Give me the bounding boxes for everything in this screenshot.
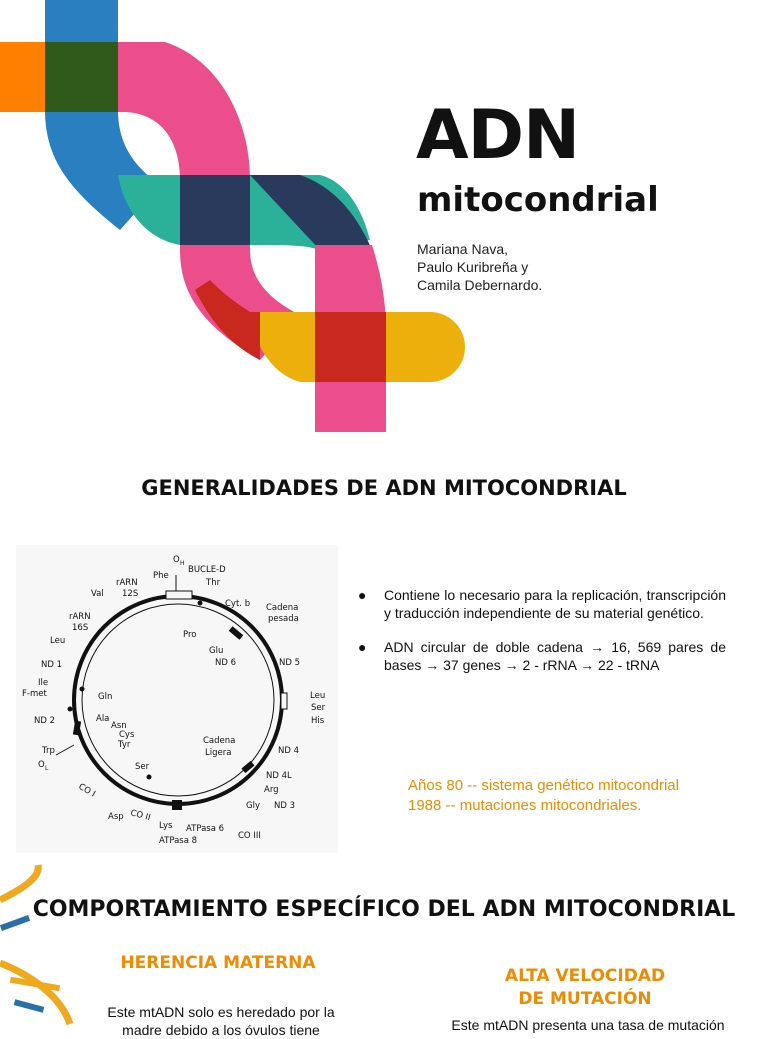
pro-dot xyxy=(198,601,203,606)
bullet-icon: ● xyxy=(358,639,367,655)
label-nd6: ND 6 xyxy=(215,658,237,668)
behavior-slide xyxy=(0,865,768,1038)
red-overlap-right xyxy=(315,312,386,382)
label-fmet: F-met xyxy=(22,689,47,699)
label-co3: CO III xyxy=(238,831,261,841)
dna-helix-graphic xyxy=(0,0,470,440)
timeline-notes xyxy=(408,776,679,816)
label-bucle: BUCLE-D xyxy=(188,565,226,575)
authors xyxy=(417,240,542,294)
maternal-body xyxy=(96,1003,346,1039)
bullet-icon: ● xyxy=(358,587,367,603)
atpasa-marker xyxy=(172,800,182,810)
label-trp: Trp xyxy=(42,746,55,756)
ol-arrow xyxy=(56,745,74,755)
mutation-heading xyxy=(470,965,700,1011)
d-loop-marker xyxy=(166,591,192,599)
mutation-heading-line: DE MUTACIÓN xyxy=(518,989,652,1009)
dna-strand-graphic xyxy=(0,865,90,1024)
maternal-body-line: madre debido a los óvulos tiene xyxy=(122,1022,320,1038)
label-ile: Ile xyxy=(38,678,49,688)
slide-title: ADN xyxy=(416,96,579,175)
label-atpasa6: ATPasa 6 xyxy=(186,824,225,834)
label-arg: Arg xyxy=(264,785,279,795)
helix-strand-bottom xyxy=(0,963,70,1024)
base-pair-blue-2 xyxy=(14,999,45,1013)
mutation-body xyxy=(438,1016,738,1034)
label-cytb: Cyt. b xyxy=(225,599,251,609)
label-nd3: ND 3 xyxy=(274,801,296,811)
section-title: COMPORTAMIENTO ESPECÍFICO DEL ADN MITOCONDRIAL xyxy=(32,897,736,922)
fact-text: ADN circular de doble cadena → 16, 569 pares de bases → 37 genes → 2 - rRNA → 22 - tRNA xyxy=(384,639,726,673)
label-cadena-ligera-b: Ligera xyxy=(205,748,232,758)
maternal-heading: HERENCIA MATERNA xyxy=(120,953,316,973)
label-tyr: Tyr xyxy=(118,740,131,750)
navy-overlap xyxy=(180,175,250,245)
gln-dot xyxy=(80,687,85,692)
label-glu: Glu xyxy=(209,646,224,656)
label-lys: Lys xyxy=(159,821,173,831)
label-co1: CO I xyxy=(76,781,97,800)
mutation-body-line: Este mtADN presenta una tasa de mutación xyxy=(451,1017,725,1033)
mtdna-map-svg xyxy=(16,545,338,853)
label-ala: Ala xyxy=(96,714,110,724)
label-asp: Asp xyxy=(108,812,124,822)
mtdna-map-diagram xyxy=(16,545,338,853)
ser-dot xyxy=(147,775,152,780)
label-phe: Phe xyxy=(153,571,169,581)
ile-dot xyxy=(68,707,73,712)
mutation-heading-line: ALTA VELOCIDAD xyxy=(504,966,666,986)
label-ser: Ser xyxy=(135,762,150,772)
label-oh-sub: H xyxy=(180,560,185,567)
label-rarn12a: rARN xyxy=(116,578,138,588)
fact-item xyxy=(356,638,726,674)
label-leu2: Leu xyxy=(310,691,326,701)
label-rarn16b: 16S xyxy=(72,623,89,633)
label-val: Val xyxy=(91,589,104,599)
label-gly: Gly xyxy=(246,801,260,811)
label-his: His xyxy=(311,716,325,726)
helix-strand-top xyxy=(0,865,38,900)
label-pro: Pro xyxy=(183,630,197,640)
his-marker xyxy=(281,693,287,709)
label-nd4l: ND 4L xyxy=(266,771,292,781)
label-nd2: ND 2 xyxy=(34,716,56,726)
label-leu1: Leu xyxy=(50,636,66,646)
green-overlap xyxy=(45,42,118,112)
overview-slide xyxy=(0,440,768,865)
author-line: Mariana Nava, xyxy=(417,241,509,257)
label-cadena-pesada-a: Cadena xyxy=(266,603,299,613)
fact-text: Contiene lo necesario para la replicación, transcripción y traducción independiente de su material genético. xyxy=(384,587,726,621)
timeline-note: 1988 -- mutaciones mitocondriales. xyxy=(408,797,642,814)
label-cadena-ligera-a: Cadena xyxy=(203,736,236,746)
title-slide xyxy=(0,0,768,440)
label-oh: O xyxy=(173,555,180,565)
label-asn: Asn xyxy=(111,721,127,731)
label-nd5: ND 5 xyxy=(279,658,301,668)
label-co2: CO II xyxy=(129,808,152,824)
timeline-note: Años 80 -- sistema genético mitocondrial xyxy=(408,777,679,794)
label-nd4: ND 4 xyxy=(278,746,300,756)
author-line: Paulo Kuribreña y xyxy=(417,259,529,275)
maternal-body-line: Este mtADN solo es heredado por la xyxy=(107,1004,335,1020)
label-ser2: Ser xyxy=(311,703,326,713)
label-nd1: ND 1 xyxy=(41,660,63,670)
label-rarn16a: rARN xyxy=(69,612,91,622)
fact-item xyxy=(356,586,726,622)
label-cys: Cys xyxy=(119,730,135,740)
label-thr: Thr xyxy=(206,578,221,588)
section-title: GENERALIDADES DE ADN MITOCONDRIAL xyxy=(141,476,627,500)
slide-subtitle: mitocondrial xyxy=(417,180,659,220)
author-line: Camila Debernardo. xyxy=(417,277,543,293)
label-atpasa8: ATPasa 8 xyxy=(159,836,198,846)
label-cadena-pesada-b: pesada xyxy=(268,614,299,624)
label-rarn12b: 12S xyxy=(122,589,139,599)
facts-list xyxy=(356,586,726,690)
label-gln: Gln xyxy=(98,692,113,702)
label-ol: O xyxy=(38,760,45,770)
label-ol-sub: L xyxy=(45,765,49,772)
